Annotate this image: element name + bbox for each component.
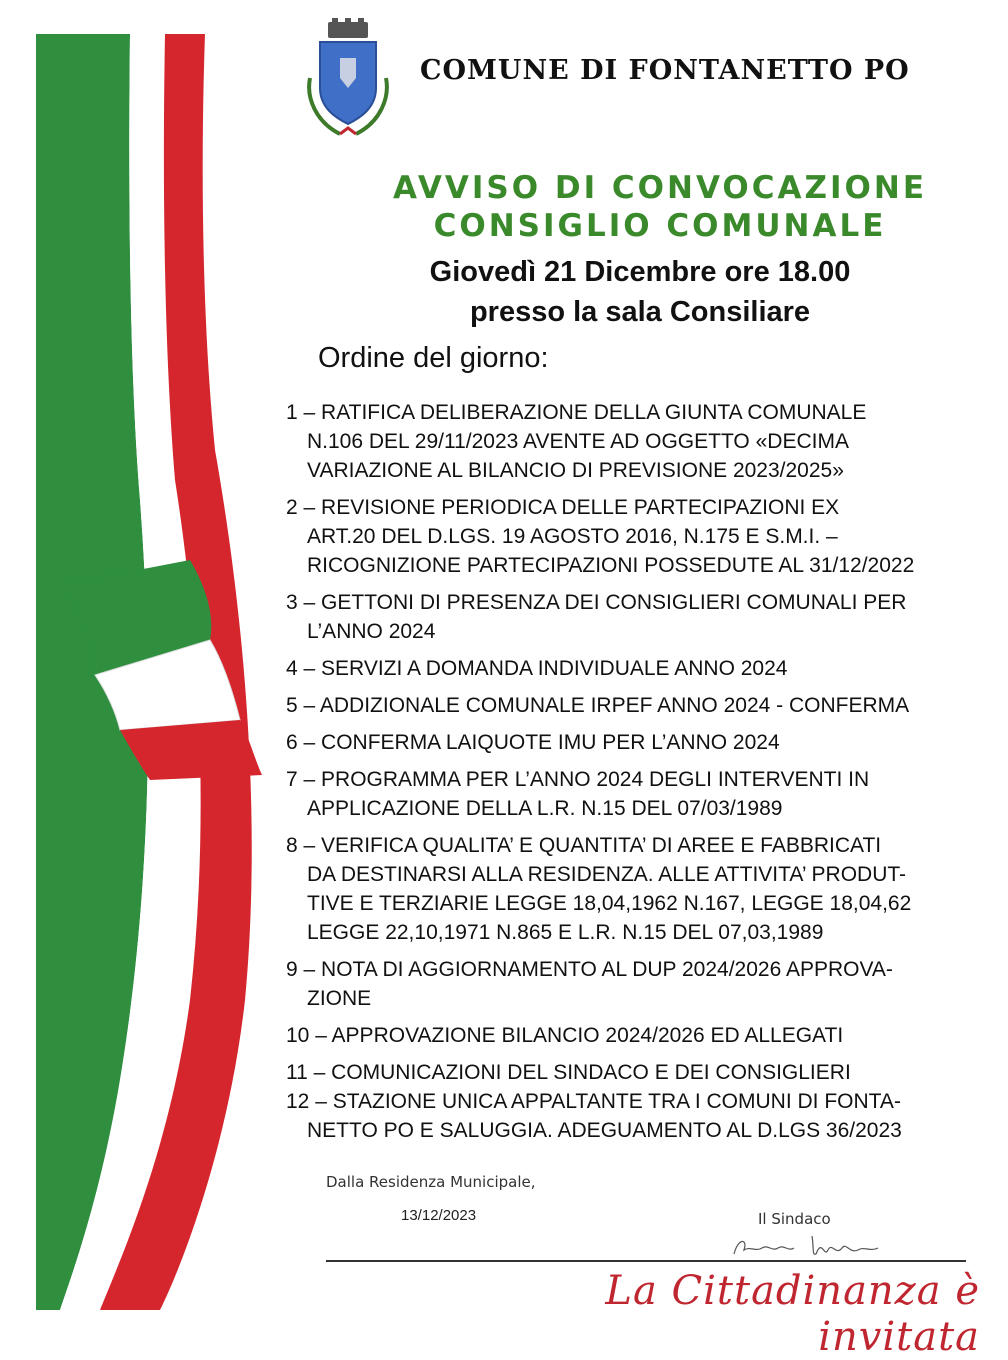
agenda-item-line: LEGGE 22,10,1971 N.865 E L.R. N.15 DEL 07,03,1989 xyxy=(307,921,824,944)
agenda-item xyxy=(286,1021,1004,1050)
agenda-item-line: N.106 DEL 29/11/2023 AVENTE AD OGGETTO «DECIMA xyxy=(307,430,849,453)
italian-flag-ribbon-icon xyxy=(0,0,300,1344)
agenda-item-line: 12 – STAZIONE UNICA APPALTANTE TRA I COMUNI DI FONTA- xyxy=(286,1090,901,1113)
invitation-text: La Cittadinanza è invitata xyxy=(605,1268,980,1360)
agenda-item xyxy=(286,728,1004,757)
agenda-item xyxy=(286,955,1004,1013)
agenda-item-line: 10 – APPROVAZIONE BILANCIO 2024/2026 ED ALLEGATI xyxy=(286,1024,844,1047)
footer-date: 13/12/2023 xyxy=(401,1207,477,1224)
agenda-item-line: 9 – NOTA DI AGGIORNAMENTO AL DUP 2024/2026 APPROVA- xyxy=(286,958,893,981)
agenda-item-line: 3 – GETTONI DI PRESENZA DEI CONSIGLIERI COMUNALI PER xyxy=(286,591,907,614)
mayor-label: Il Sindaco xyxy=(758,1210,831,1228)
agenda-item-line: L’ANNO 2024 xyxy=(307,620,436,643)
agenda-heading: Ordine del giorno: xyxy=(318,342,549,374)
agenda-item-line: RICOGNIZIONE PARTECIPAZIONI POSSEDUTE AL 31/12/2022 xyxy=(307,554,915,577)
meeting-location: presso la sala Consiliare xyxy=(469,296,811,328)
agenda-item-line: 11 – COMUNICAZIONI DEL SINDACO E DEI CONSIGLIERI xyxy=(286,1061,851,1084)
agenda-item-line: 8 – VERIFICA QUALITA’ E QUANTITA’ DI AREE E FABBRICATI xyxy=(286,834,882,857)
agenda-item-line: NETTO PO E SALUGGIA. ADEGUAMENTO AL D.LGS 36/2023 xyxy=(307,1119,902,1142)
agenda-item-line: APPLICAZIONE DELLA L.R. N.15 DEL 07/03/1989 xyxy=(307,797,783,820)
agenda-item-line: 1 – RATIFICA DELIBERAZIONE DELLA GIUNTA COMUNALE xyxy=(286,401,867,424)
agenda-list xyxy=(286,398,1004,1153)
agenda-item-line: 5 – ADDIZIONALE COMUNALE IRPEF ANNO 2024 - CONFERMA xyxy=(286,694,910,717)
agenda-item xyxy=(286,588,1004,646)
footer-from: Dalla Residenza Municipale, xyxy=(326,1173,536,1191)
agenda-item xyxy=(286,691,1004,720)
agenda-item xyxy=(286,831,1004,947)
notice-title-line1: AVVISO DI CONVOCAZIONE xyxy=(392,170,927,206)
agenda-item-line: ZIONE xyxy=(307,987,372,1010)
notice-title-line2: CONSIGLIO COMUNALE xyxy=(433,208,887,244)
agenda-item xyxy=(286,493,1004,580)
agenda-item-line: VARIAZIONE AL BILANCIO DI PREVISIONE 2023/2025» xyxy=(307,459,844,482)
agenda-item-line: 6 – CONFERMA LAIQUOTE IMU PER L’ANNO 2024 xyxy=(286,731,780,754)
agenda-item xyxy=(286,654,1004,683)
municipality-name: COMUNE DI FONTANETTO PO xyxy=(420,55,910,86)
agenda-item xyxy=(286,765,1004,823)
agenda-item-line: 2 – REVISIONE PERIODICA DELLE PARTECIPAZIONI EX xyxy=(286,496,840,519)
municipal-coat-of-arms-icon xyxy=(300,18,396,142)
agenda-item-line: DA DESTINARSI ALLA RESIDENZA. ALLE ATTIVITA’ PRODUT- xyxy=(307,863,907,886)
handwritten-signature-icon xyxy=(728,1228,888,1264)
agenda-item-line: 7 – PROGRAMMA PER L’ANNO 2024 DEGLI INTERVENTI IN xyxy=(286,768,870,791)
agenda-item-line: ART.20 DEL D.LGS. 19 AGOSTO 2016, N.175 E S.M.I. – xyxy=(307,525,838,548)
agenda-item-line: TIVE E TERZIARIE LEGGE 18,04,1962 N.167, LEGGE 18,04,62 xyxy=(307,892,912,915)
meeting-date-time: Giovedì 21 Dicembre ore 18.00 xyxy=(429,256,851,288)
agenda-item-line: 4 – SERVIZI A DOMANDA INDIVIDUALE ANNO 2024 xyxy=(286,657,788,680)
agenda-item xyxy=(286,398,1004,485)
footer-divider xyxy=(326,1260,966,1262)
agenda-item xyxy=(286,1058,1004,1087)
agenda-item xyxy=(286,1087,1004,1145)
